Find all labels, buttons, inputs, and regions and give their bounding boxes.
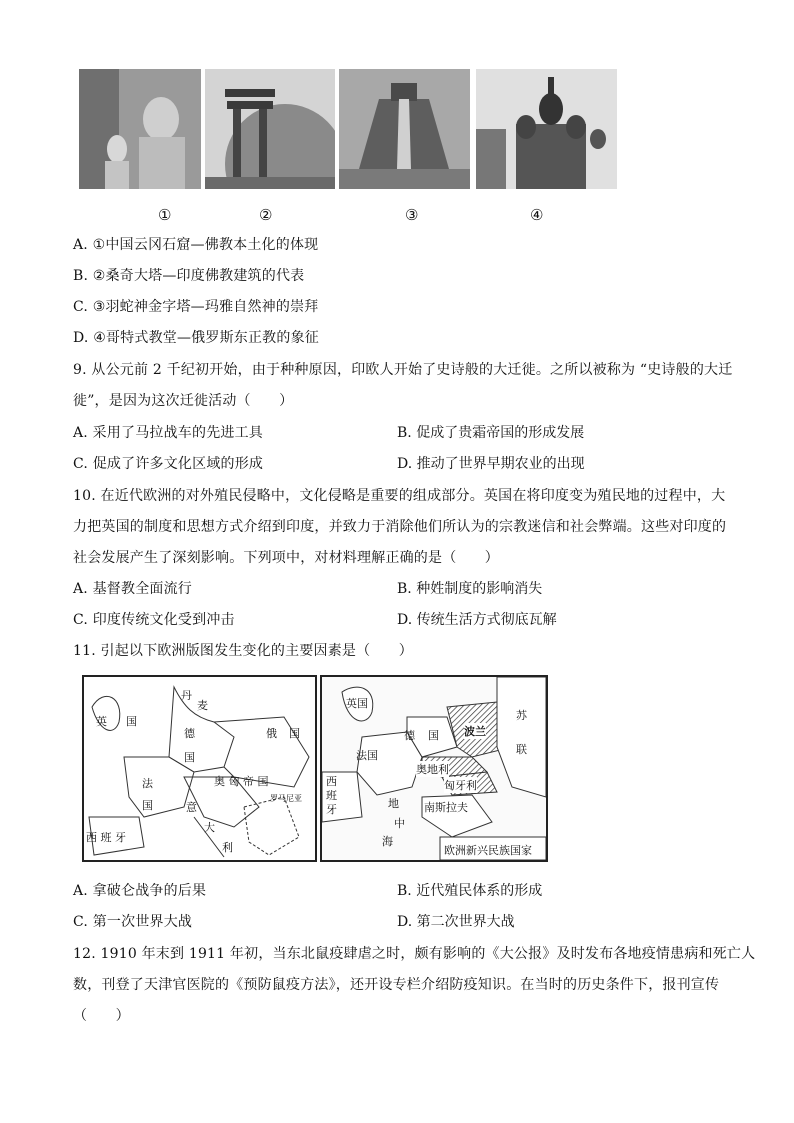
map-right-label-su1: 苏 (516, 709, 527, 722)
photo-yungang-grottoes (79, 69, 201, 189)
q11-option-d: D. 第二次世界大战 (397, 914, 515, 930)
photo-caption-4: ④ (530, 206, 544, 224)
map-right-label-pl: 波兰 (464, 725, 486, 738)
map-right-label-hu: 匈牙利 (444, 779, 477, 792)
map-right-label-uk: 英国 (346, 697, 368, 710)
q10-option-a: A. 基督教全面流行 (73, 581, 193, 597)
map-left-label-fr1: 法 (142, 777, 153, 790)
map-left-label-mai: 麦 (197, 699, 208, 712)
q9-option-c: C. 促成了许多文化区域的形成 (73, 456, 264, 472)
map-left-label-ro: 罗马尼亚 (270, 794, 302, 803)
map-right-label-fr: 法国 (356, 749, 378, 762)
q10-option-c: C. 印度传统文化受到冲击 (73, 612, 235, 628)
q10-stem-line2: 力把英国的制度和思想方式介绍到印度，并致力于消除他们所认为的宗教迷信和社会弊端。这些对印度的 (73, 519, 727, 535)
map-right-label-su2: 联 (516, 743, 527, 756)
map-left-label-aus: 奥 匈 帝 国 (214, 775, 269, 788)
map-left-label-ru2: 国 (289, 727, 300, 740)
q9-stem-line2: 徙”，是因为这次迁徙活动（ ） (73, 393, 294, 409)
q8-option-d: D. ④哥特式教堂—俄罗斯东正教的象征 (73, 330, 319, 346)
map-right-label-es2: 班 (326, 789, 337, 802)
map-right-label-med1: 地 (388, 797, 399, 810)
map-right-label-es3: 牙 (326, 803, 337, 816)
q12-stem-line3: （ ） (73, 1008, 130, 1024)
q11-option-b: B. 近代殖民体系的形成 (397, 883, 543, 899)
q8-option-a: A. ①中国云冈石窟—佛教本土化的体现 (73, 237, 319, 253)
q8-option-c: C. ③羽蛇神金字塔—玛雅自然神的崇拜 (73, 299, 319, 315)
map-right-label-es1: 西 (326, 775, 337, 788)
map-right-label-de: 德 (404, 729, 415, 742)
map-left-label-it3: 利 (222, 841, 233, 854)
photo-caption-2: ② (259, 206, 273, 224)
q9-option-b: B. 促成了贵霜帝国的形成发展 (397, 425, 585, 441)
q10-stem-line3: 社会发展产生了深刻影响。下列项中，对材料理解正确的是（ ） (73, 550, 499, 566)
q11-option-a: A. 拿破仑战争的后果 (73, 883, 207, 899)
photo-sanchi-stupa (205, 69, 335, 189)
map-left-label-it2: 大 (204, 821, 215, 834)
q10-stem-line1: 10. 在近代欧洲的对外殖民侵略中，文化侵略是重要的组成部分。英国在将印度变为殖民地的过程中，大 (73, 488, 726, 504)
map-left-label-it1: 意 (186, 801, 197, 814)
map-left-label-de2: 国 (184, 751, 195, 764)
q8-option-b: B. ②桑奇大塔—印度佛教建筑的代表 (73, 268, 305, 284)
photo-st-basils-cathedral (476, 69, 617, 189)
map-europe-before (82, 675, 317, 862)
map-left-label-fr2: 国 (142, 799, 153, 812)
map-europe-after (320, 675, 548, 862)
q12-stem-line1: 12. 1910 年末到 1911 年初，当东北鼠疫肆虐之时，颇有影响的《大公报》及时发布各地疫情患病和死亡人 (73, 946, 756, 962)
map-right-label-yu: 南斯拉夫 (424, 801, 468, 814)
q9-option-a: A. 采用了马拉战车的先进工具 (73, 425, 264, 441)
map-left-label-de1: 德 (184, 727, 195, 740)
q11-option-c: C. 第一次世界大战 (73, 914, 193, 930)
q12-stem-line2: 数，刊登了天津官医院的《预防鼠疫方法》，还开设专栏介绍防疫知识。在当时的历史条件下，报刊宣传 (73, 977, 720, 993)
map-left-label-uk: 英 (96, 715, 107, 728)
map-left-label-uk2: 国 (126, 715, 137, 728)
map-left-label-dan: 丹 (181, 689, 192, 702)
q10-option-d: D. 传统生活方式彻底瓦解 (397, 612, 557, 628)
map-right-label-med2: 中 (394, 817, 405, 830)
map-left-label-es: 西 班 牙 (86, 831, 126, 844)
map-right-label-at: 奥地利 (416, 763, 449, 776)
map-right-label-med3: 海 (382, 835, 393, 848)
map-left-label-ru1: 俄 (266, 727, 277, 740)
q10-option-b: B. 种姓制度的影响消失 (397, 581, 543, 597)
map-legend: 欧洲新兴民族国家 (444, 844, 532, 857)
map-right-label-de2: 国 (428, 729, 439, 742)
photo-caption-3: ③ (405, 206, 419, 224)
q9-option-d: D. 推动了世界早期农业的出现 (397, 456, 585, 472)
photo-caption-1: ① (158, 206, 172, 224)
q11-stem: 11. 引起以下欧洲版图发生变化的主要因素是（ ） (73, 643, 413, 659)
photo-kukulkan-pyramid (339, 69, 470, 189)
q9-stem-line1: 9. 从公元前 2 千纪初开始，由于种种原因，印欧人开始了史诗般的大迁徙。之所以被称为 “史诗般的大迁 (73, 362, 733, 378)
